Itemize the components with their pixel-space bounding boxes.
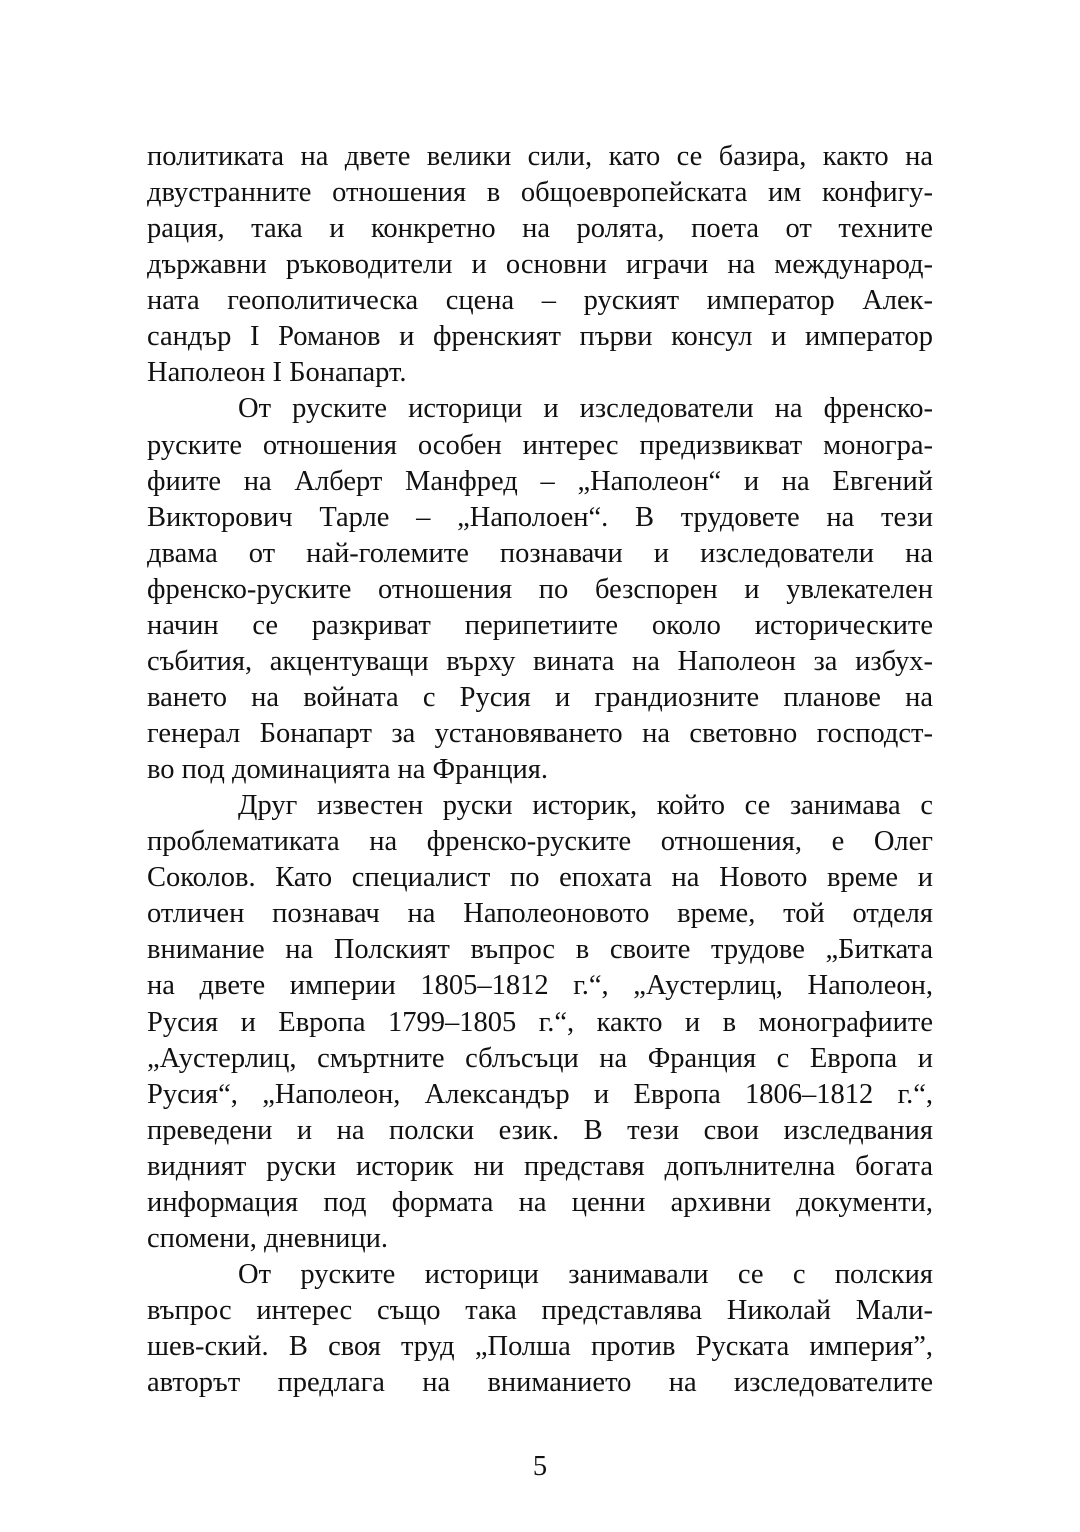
text-line: авторът предлага на вниманието на изследователите <box>147 1367 933 1399</box>
text-line: фиите на Алберт Манфред – „Наполеон“ и на Евгений <box>147 465 933 497</box>
text-line: Русия“, „Наполеон, Александър и Европа 1806–1812 г.“, <box>147 1078 933 1110</box>
body-text <box>147 139 933 1401</box>
text-line: държавни ръководители и основни играчи на международ- <box>147 249 933 281</box>
text-line: спомени, дневници. <box>147 1222 389 1254</box>
text-line: двустранните отношения в общоевропейската им конфигу- <box>147 177 933 209</box>
text-line: „Аустерлиц, смъртните сблъсъци на Франция с Европа и <box>147 1042 933 1074</box>
text-line: отличен познавач на Наполеоновото време, той отделя <box>147 898 933 930</box>
text-line: френско-руските отношения по безспорен и увлекателен <box>147 573 933 605</box>
text-line: на двете империи 1805–1812 г.“, „Аустерлиц, Наполеон, <box>147 970 933 1002</box>
text-line: информация под формата на ценни архивни документи, <box>147 1186 933 1218</box>
page-number: 5 <box>532 1451 548 1482</box>
text-line: двама от най-големите познавачи и изследователи на <box>147 537 933 569</box>
text-line: начин се разкриват перипетиите около историческите <box>147 609 933 641</box>
text-line: видният руски историк ни представя допълнителна богата <box>147 1150 933 1182</box>
text-line: проблематиката на френско-руските отношения, е Олег <box>147 826 933 858</box>
text-line: внимание на Полският въпрос в своите трудове „Битката <box>147 934 933 966</box>
text-line: събития, акцентуващи върху вината на Наполеон за избух- <box>147 645 933 677</box>
text-line: генерал Бонапарт за установяването на световно господст- <box>147 718 933 749</box>
text-line: Русия и Европа 1799–1805 г.“, както и в монографиите <box>147 1006 933 1038</box>
paragraph-first-line: От руските историци занимавали се с полския <box>238 1258 933 1290</box>
text-line: ването на войната с Русия и грандиозните планове на <box>147 681 933 713</box>
text-line: сандър I Романов и френският първи консул и император <box>147 321 933 353</box>
text-line: ната геополитическа сцена – руският император Алек- <box>147 285 933 317</box>
text-line: Соколов. Като специалист по епохата на Новото време и <box>147 862 933 894</box>
text-line: Наполеон I Бонапарт. <box>147 357 407 389</box>
text-line: руските отношения особен интерес предизвикват моногра- <box>147 429 933 461</box>
text-line: въпрос интерес също така представлява Николай Мали- <box>147 1295 933 1326</box>
text-line: во под доминацията на Франция. <box>147 754 548 786</box>
paragraph-first-line: Друг известен руски историк, който се занимава с <box>238 790 933 822</box>
text-line: шев-ский. В своя труд „Полша против Руската империя”, <box>147 1331 933 1363</box>
text-line: преведени и на полски език. В тези свои изследвания <box>147 1114 933 1146</box>
paragraph-first-line: От руските историци и изследователи на френско- <box>238 393 933 425</box>
text-line: Викторович Тарле – „Наполоен“. В трудовете на тези <box>147 501 933 533</box>
text-line: политиката на двете велики сили, като се базира, както на <box>147 141 933 172</box>
text-line: рация, така и конкретно на ролята, поета от техните <box>147 213 933 245</box>
